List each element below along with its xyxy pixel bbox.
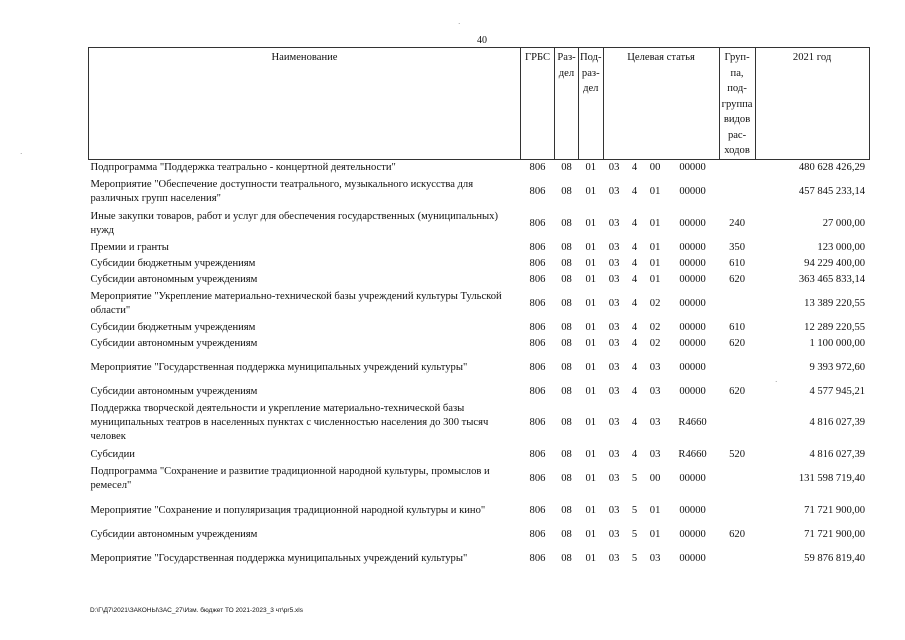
scan-mark: · — [775, 378, 778, 386]
row-name: Мероприятие "Государственная поддержка муниципальных учреждений культуры" — [90, 552, 468, 564]
row-grbs: 806 — [529, 504, 546, 516]
row-target-direction: 00000 — [679, 241, 706, 253]
row-target-event: 02 — [649, 337, 661, 349]
row-grbs: 806 — [529, 385, 546, 397]
row-target-direction: 00000 — [679, 528, 706, 540]
row-amount: 1 100 000,00 — [809, 337, 866, 349]
table-row — [89, 463, 870, 495]
table-row — [89, 447, 870, 463]
row-target-direction: 00000 — [679, 472, 706, 484]
table-body — [89, 160, 870, 575]
row-target-subprogram: 5 — [631, 528, 638, 540]
table-row — [89, 495, 870, 527]
row-target-subprogram: 4 — [631, 217, 638, 229]
row-razdel: 08 — [561, 472, 572, 484]
row-podrazdel: 01 — [585, 297, 597, 309]
row-grbs: 806 — [529, 161, 546, 173]
row-grbs: 806 — [529, 552, 546, 564]
row-grbs: 806 — [529, 337, 546, 349]
row-target-subprogram: 4 — [631, 448, 638, 460]
row-target-program: 03 — [608, 217, 620, 229]
row-target-program: 03 — [608, 504, 620, 516]
row-expense-group: 240 — [729, 217, 745, 229]
row-target-event: 03 — [649, 385, 661, 397]
row-target-program: 03 — [608, 241, 620, 253]
row-target-event: 00 — [649, 472, 661, 484]
row-podrazdel: 01 — [585, 337, 597, 349]
row-grbs: 806 — [529, 185, 546, 197]
row-expense-group: 350 — [729, 241, 745, 253]
row-target-direction: 00000 — [679, 161, 706, 173]
header-expense-group: Груп- па, под- группа видов рас- ходов — [719, 48, 755, 160]
row-razdel: 08 — [561, 528, 572, 540]
row-target-program: 03 — [608, 161, 620, 173]
page-number: 40 — [477, 35, 487, 46]
header-name: Наименование — [89, 48, 521, 160]
row-target-program: 03 — [608, 417, 620, 428]
row-razdel: 08 — [561, 337, 572, 349]
row-target-subprogram: 4 — [631, 185, 638, 197]
header-year: 2021 год — [755, 48, 869, 160]
scan-mark: · — [458, 20, 461, 28]
row-expense-group — [719, 543, 755, 575]
scan-mark: · — [20, 150, 23, 158]
row-name: Мероприятие "Сохранение и популяризация традиционной народной культуры и кино" — [90, 504, 486, 516]
row-amount: 71 721 900,00 — [804, 528, 866, 540]
row-amount: 123 000,00 — [817, 241, 866, 253]
row-grbs: 806 — [529, 472, 546, 484]
row-amount: 59 876 819,40 — [804, 552, 866, 564]
row-expense-group — [719, 160, 755, 176]
row-target-subprogram: 4 — [631, 361, 638, 373]
row-name: Субсидии автономным учреждениям — [90, 528, 258, 540]
row-target-subprogram: 5 — [631, 504, 638, 516]
row-name: Поддержка творческой деятельности и укрепление материально-технической базы муниципальных театров в населенных пунктах с численностью населения до 300 тысяч человек — [90, 403, 489, 442]
row-amount: 12 289 220,55 — [804, 321, 866, 333]
row-razdel: 08 — [561, 417, 572, 428]
row-expense-group: 520 — [729, 448, 745, 460]
row-podrazdel: 01 — [585, 528, 597, 540]
row-target-direction: 00000 — [679, 321, 706, 333]
row-target-subprogram: 4 — [631, 257, 638, 269]
row-target-program: 03 — [608, 552, 620, 564]
row-razdel: 08 — [561, 552, 572, 564]
row-podrazdel: 01 — [585, 217, 597, 229]
row-target-subprogram: 4 — [631, 337, 638, 349]
row-expense-group: 620 — [729, 385, 745, 397]
row-target-subprogram: 4 — [631, 297, 638, 309]
row-target-direction: 00000 — [679, 552, 706, 564]
row-podrazdel: 01 — [585, 472, 597, 484]
row-target-program: 03 — [608, 297, 620, 309]
row-razdel: 08 — [561, 273, 572, 285]
table-row — [89, 336, 870, 352]
table-row — [89, 543, 870, 575]
row-amount: 71 721 900,00 — [804, 504, 866, 516]
row-grbs: 806 — [529, 257, 546, 269]
table-row — [89, 256, 870, 272]
row-target-direction: 00000 — [679, 217, 706, 229]
row-podrazdel: 01 — [585, 185, 597, 197]
row-amount: 94 229 400,00 — [804, 257, 866, 269]
row-podrazdel: 01 — [585, 552, 597, 564]
row-expense-group: 620 — [729, 337, 745, 349]
row-grbs: 806 — [529, 321, 546, 333]
row-target-direction: 00000 — [679, 504, 706, 516]
row-target-subprogram: 4 — [631, 161, 638, 173]
table-row — [89, 176, 870, 208]
row-target-subprogram: 4 — [631, 241, 638, 253]
row-expense-group: 610 — [729, 321, 745, 333]
row-target-program: 03 — [608, 528, 620, 540]
row-razdel: 08 — [561, 217, 572, 229]
table-row — [89, 400, 870, 447]
row-grbs: 806 — [529, 361, 546, 373]
row-grbs: 806 — [529, 297, 546, 309]
row-podrazdel: 01 — [585, 448, 597, 460]
header-grbs: ГРБС — [521, 48, 555, 160]
row-name: Мероприятие "Государственная поддержка муниципальных учреждений культуры" — [90, 361, 468, 373]
row-name: Иные закупки товаров, работ и услуг для обеспечения государственных (муниципальных) нужд — [90, 210, 498, 236]
row-amount: 27 000,00 — [822, 217, 866, 229]
row-amount: 4 577 945,21 — [809, 385, 866, 397]
row-name: Субсидии — [90, 448, 135, 460]
table-row — [89, 272, 870, 288]
row-expense-group: 610 — [729, 257, 745, 269]
row-razdel: 08 — [561, 257, 572, 269]
row-podrazdel: 01 — [585, 361, 597, 373]
row-name: Субсидии автономным учреждениям — [90, 273, 258, 285]
row-podrazdel: 01 — [585, 417, 597, 428]
row-target-event: 01 — [649, 257, 661, 269]
row-expense-group — [719, 495, 755, 527]
row-target-program: 03 — [608, 385, 620, 397]
row-podrazdel: 01 — [585, 273, 597, 285]
header-podrazdel: Под- раз- дел — [579, 48, 604, 160]
row-target-event: 01 — [649, 185, 661, 197]
row-amount: 457 845 233,14 — [798, 185, 866, 197]
row-target-program: 03 — [608, 472, 620, 484]
table-row — [89, 320, 870, 336]
row-target-subprogram: 4 — [631, 321, 638, 333]
row-expense-group — [719, 288, 755, 320]
row-target-program: 03 — [608, 257, 620, 269]
row-target-event: 01 — [649, 504, 661, 516]
row-expense-group — [719, 176, 755, 208]
row-razdel: 08 — [561, 241, 572, 253]
row-target-program: 03 — [608, 273, 620, 285]
row-target-event: 01 — [649, 241, 661, 253]
row-target-direction: 00000 — [679, 385, 706, 397]
table-row — [89, 208, 870, 240]
row-name: Субсидии автономным учреждениям — [90, 385, 258, 397]
table-row — [89, 352, 870, 384]
row-target-direction: 00000 — [679, 273, 706, 285]
row-target-event: 01 — [649, 217, 661, 229]
row-amount: 13 389 220,55 — [804, 297, 866, 309]
row-target-program: 03 — [608, 361, 620, 373]
row-name: Мероприятие "Обеспечение доступности театрального, музыкального искусства для различных групп населения" — [90, 178, 474, 204]
table-row — [89, 527, 870, 543]
row-expense-group: 620 — [729, 273, 745, 285]
row-grbs: 806 — [529, 417, 546, 428]
row-amount: 4 816 027,39 — [809, 417, 866, 428]
row-target-event: 03 — [649, 417, 661, 428]
row-target-program: 03 — [608, 185, 620, 197]
row-amount: 363 465 833,14 — [798, 273, 866, 285]
row-target-event: 03 — [649, 448, 661, 460]
row-target-program: 03 — [608, 337, 620, 349]
row-target-event: 03 — [649, 552, 661, 564]
row-grbs: 806 — [529, 448, 546, 460]
row-name: Мероприятие "Укрепление материально-технической базы учреждений культуры Тульской области" — [90, 290, 502, 316]
row-target-event: 01 — [649, 528, 661, 540]
row-name: Подпрограмма "Сохранение и развитие традиционной народной культуры, промыслов и ремесел" — [90, 465, 490, 491]
row-razdel: 08 — [561, 385, 572, 397]
row-podrazdel: 01 — [585, 257, 597, 269]
row-target-direction: 00000 — [679, 361, 706, 373]
row-target-event: 03 — [649, 361, 661, 373]
row-grbs: 806 — [529, 241, 546, 253]
row-name: Субсидии автономным учреждениям — [90, 337, 258, 349]
row-target-subprogram: 5 — [631, 552, 638, 564]
row-target-direction: 00000 — [679, 297, 706, 309]
row-grbs: 806 — [529, 217, 546, 229]
row-name: Субсидии бюджетным учреждениям — [90, 321, 256, 333]
row-target-subprogram: 4 — [631, 273, 638, 285]
row-podrazdel: 01 — [585, 161, 597, 173]
row-target-direction: R4660 — [678, 417, 707, 428]
row-expense-group — [719, 463, 755, 495]
header-target-article: Целевая статья — [603, 48, 719, 160]
row-expense-group: 620 — [729, 528, 745, 540]
row-target-event: 00 — [649, 161, 661, 173]
row-podrazdel: 01 — [585, 241, 597, 253]
file-path-footer: D:\Г\Д7\2021\ЗАКОНЫ\ЗАС_27\Изм. бюджет ТО 2021-2023_3 чт\pr5.xls — [90, 607, 303, 614]
row-razdel: 08 — [561, 448, 572, 460]
row-target-subprogram: 4 — [631, 385, 638, 397]
row-amount: 9 393 972,60 — [809, 361, 866, 373]
row-grbs: 806 — [529, 528, 546, 540]
row-target-direction: 00000 — [679, 337, 706, 349]
row-razdel: 08 — [561, 185, 572, 197]
table-row — [89, 384, 870, 400]
row-target-subprogram: 5 — [631, 472, 638, 484]
row-razdel: 08 — [561, 361, 572, 373]
row-amount: 4 816 027,39 — [809, 448, 866, 460]
budget-table — [88, 47, 870, 575]
row-podrazdel: 01 — [585, 385, 597, 397]
row-target-event: 02 — [649, 297, 661, 309]
table-row — [89, 240, 870, 256]
row-target-program: 03 — [608, 321, 620, 333]
row-podrazdel: 01 — [585, 321, 597, 333]
row-target-event: 01 — [649, 273, 661, 285]
row-expense-group — [719, 352, 755, 384]
table-row — [89, 160, 870, 176]
row-razdel: 08 — [561, 297, 572, 309]
table-row — [89, 288, 870, 320]
row-grbs: 806 — [529, 273, 546, 285]
row-name: Субсидии бюджетным учреждениям — [90, 257, 256, 269]
row-name: Подпрограмма "Поддержка театрально - концертной деятельности" — [90, 161, 396, 173]
row-podrazdel: 01 — [585, 504, 597, 516]
row-target-direction: 00000 — [679, 257, 706, 269]
row-target-subprogram: 4 — [631, 417, 638, 428]
row-target-event: 02 — [649, 321, 661, 333]
row-target-direction: R4660 — [678, 448, 707, 460]
row-amount: 131 598 719,40 — [798, 472, 866, 484]
row-name: Премии и гранты — [90, 241, 169, 253]
row-razdel: 08 — [561, 161, 572, 173]
row-expense-group — [719, 400, 755, 447]
row-target-direction: 00000 — [679, 185, 706, 197]
row-razdel: 08 — [561, 321, 572, 333]
header-razdel: Раз- дел — [555, 48, 579, 160]
row-razdel: 08 — [561, 504, 572, 516]
row-amount: 480 628 426,29 — [798, 161, 866, 173]
row-target-program: 03 — [608, 448, 620, 460]
